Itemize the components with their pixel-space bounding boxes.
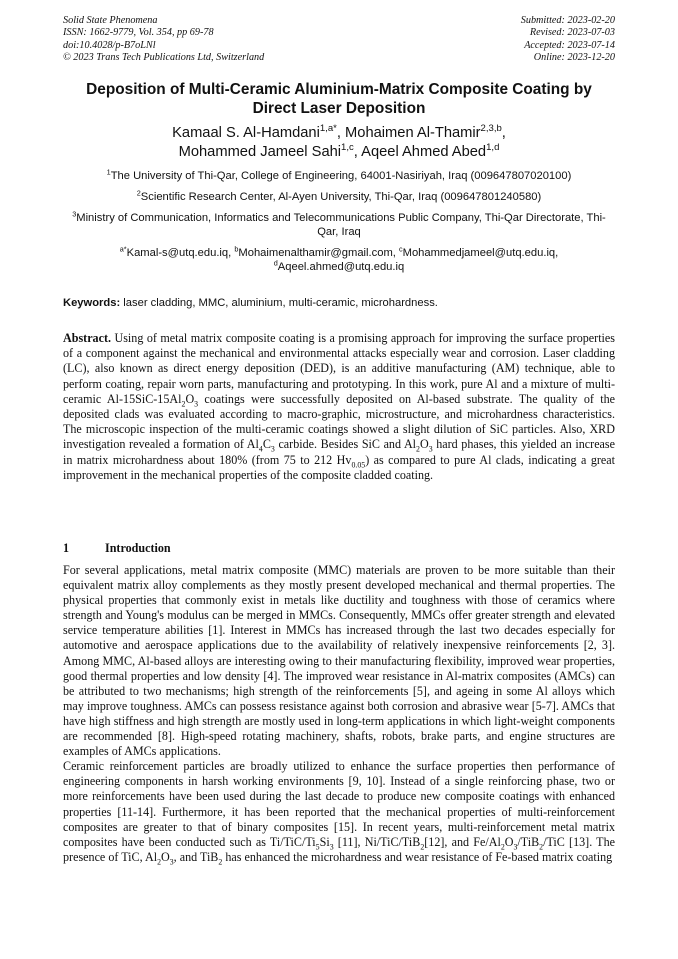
author-list: Kamaal S. Al-Hamdani$^{1,a*}$, Mohaimen Al-Thamir$^{2,3,b}$, Mohammed Jameel Sahi$^{1,c}$, Aqeel Ahmed Abed$^{1,d}$ [172, 123, 506, 160]
accepted-date: Accepted: 2023-07-14 [524, 39, 615, 51]
author-affiliation-mark: 1,a* [319, 123, 337, 135]
author-name: Mohaimen Al-Thamir [345, 125, 481, 141]
online-date: Online: 2023-12-20 [533, 51, 615, 63]
keywords [63, 296, 615, 310]
journal-header [63, 15, 264, 64]
section-heading [63, 541, 171, 556]
title-line-1: Deposition of Multi-Ceramic Aluminium-Matrix Composite Coating by [86, 81, 592, 98]
affiliation-2: $^2$Scientific Research Center, Al-Ayen University, Thi-Qar, Iraq (009647801240580) [136, 188, 542, 203]
affiliation-3: $^3$Ministry of Communication, Informatics and Telecommunications Public Company, Thi-Qar Directorate, Thi-Qar, Iraq [72, 209, 606, 238]
email-link[interactable]: Kamal-s@utq.edu.iq, [126, 247, 235, 259]
section-title: Introduction [105, 541, 171, 555]
email-link[interactable]: Mohammedjameel@utq.edu.iq, [402, 247, 559, 259]
introduction-body [63, 563, 615, 865]
author-name: Aqeel Ahmed Abed [361, 143, 487, 160]
abstract-label: Abstract. [63, 331, 112, 345]
author-name: Kamaal S. Al-Hamdani [172, 125, 320, 141]
dates-header [521, 15, 615, 64]
doi-link[interactable]: doi:10.4028/p-B7oLNl [63, 39, 156, 51]
email-list: $^{a*}$Kamal-s@utq.edu.iq, $^b$Mohaimenalthamir@gmail.com, $^c$Mohammedjameel@utq.edu.iq, $^d$Aqeel.ahmed@utq.edu.iq [119, 244, 559, 273]
email-link[interactable]: Mohaimenalthamir@gmail.com, [238, 247, 399, 259]
paper-title [63, 80, 615, 118]
keywords-text: laser cladding, MMC, aluminium, multi-ceramic, microhardness. [120, 297, 438, 309]
revised-date: Revised: 2023-07-03 [529, 27, 615, 39]
copyright-line: © 2023 Trans Tech Publications Ltd, Switzerland [63, 51, 265, 63]
submitted-date: Submitted: 2023-02-20 [520, 15, 615, 26]
author-affiliation-mark: 1,c [341, 141, 354, 153]
section-number: 1 [63, 541, 70, 555]
email-link[interactable]: Aqeel.ahmed@utq.edu.iq [277, 261, 405, 273]
abstract: Abstract. Using of metal matrix composite coating is a promising approach for improving the surface properties of a component against the mechanical and environmental attacks especially wear and corrosion. Laser cladding (LC), also known as direct energy deposition (DED), is an additive manufacturing (AM) technique, able to perform coating, repair worn parts, manufacturing and prototyping. In this work, pure Al and a mixture of multi-ceramic $Al-15SiC-15Al_2O_3$ coatings were successfully deposited on Al-based substrate. The quality of the deposited clads was evaluated according to macro-graphic, microstructure, and microhardness characteristics. The microscopic inspection of the multi-ceramic coatings showed a slight dilution of SiC particles. Also, XRD investigation revealed a formation of $Al_4C_3$ carbide. Besides SiC and $Al_2O_3$ hard phases, this yielded an increase in matrix microhardness about 180% (from 75 to 212 $Hv_{0.05}$) as compared to pure Al clads, indicating a great improvement in the mechanical properties of the composite cladded coating. [63, 331, 615, 482]
paragraph: For several applications, metal matrix composite (MMC) materials are proven to be more suitable than their equivalent matrix alloy complements as they mostly present developed mechanical and thermal properties. The physical properties that commonly exist in metals like ductility and toughness with those of ceramics where strength and Young's modulus can be merged in MMCs. Consequently, MMCs offer greater strength and elevated service temperature abilities [1]. Interest in MMCs has increased through the last two decades especially for automotive and aerospace applications due to the availability of relatively inexpensive reinforcements [2, 3]. Among MMC, Al-based alloys are interesting owing to their manufacturing flexibility, improved wear properties, good thermal properties and low density [4]. The improved wear resistance in Al-matrix composites (AMCs) can be attributed to two mechanisms; high strength of the reinforcements [5], and ageing in some Al alloys which may improve toughness. AMCs can possess resistance against both corrosion and abrasive wear [5-7]. AMCs that have high stiffness and high strength are mostly used in long-term applications in which light-weight components are recommended [8]. High-speed rotating machinery, shafts, robots, brake parts, and engine structures are examples of AMCs applications. [63, 563, 615, 759]
author-name: Mohammed Jameel Sahi [178, 143, 342, 160]
paragraph: Ceramic reinforcement particles are broadly utilized to enhance the surface properties then performance of engineering components in harsh working environments [9, 10]. Instead of a single reinforcing phase, two or more reinforcements have been used during the last decade to produce new composite coatings with enhanced properties [11-14]. Furthermore, it has been reported that the mechanical properties of multi-reinforcement composites are greater to that of binary composites [15]. In recent years, multi-reinforcement metal matrix composites have been conducted such as $Ti/TiC/Ti_5Si_3$ [11], Ni/TiC/TiB$_2$[12], and $Fe/Al_2O_3/TiB_2$/TiC [13]. The presence of TiC, $Al_2O_3$, and TiB$_2$ has enhanced the microhardness and wear resistance of Fe-based matrix coating [63, 759, 615, 867]
author-affiliation-mark: 1,d [486, 141, 500, 153]
affiliations [63, 169, 615, 281]
journal-name: Solid State Phenomena [63, 15, 158, 26]
affiliation-1: $^1$The University of Thi-Qar, College of Engineering, 64001-Nasiriyah, Iraq (009647807020100) [106, 167, 572, 182]
title-line-2: Direct Laser Deposition [252, 100, 426, 117]
issn-line: ISSN: 1662-9779, Vol. 354, pp 69-78 [63, 27, 214, 39]
author-affiliation-mark: 2,3,b [480, 123, 502, 135]
keywords-label: Keywords: [63, 297, 121, 309]
